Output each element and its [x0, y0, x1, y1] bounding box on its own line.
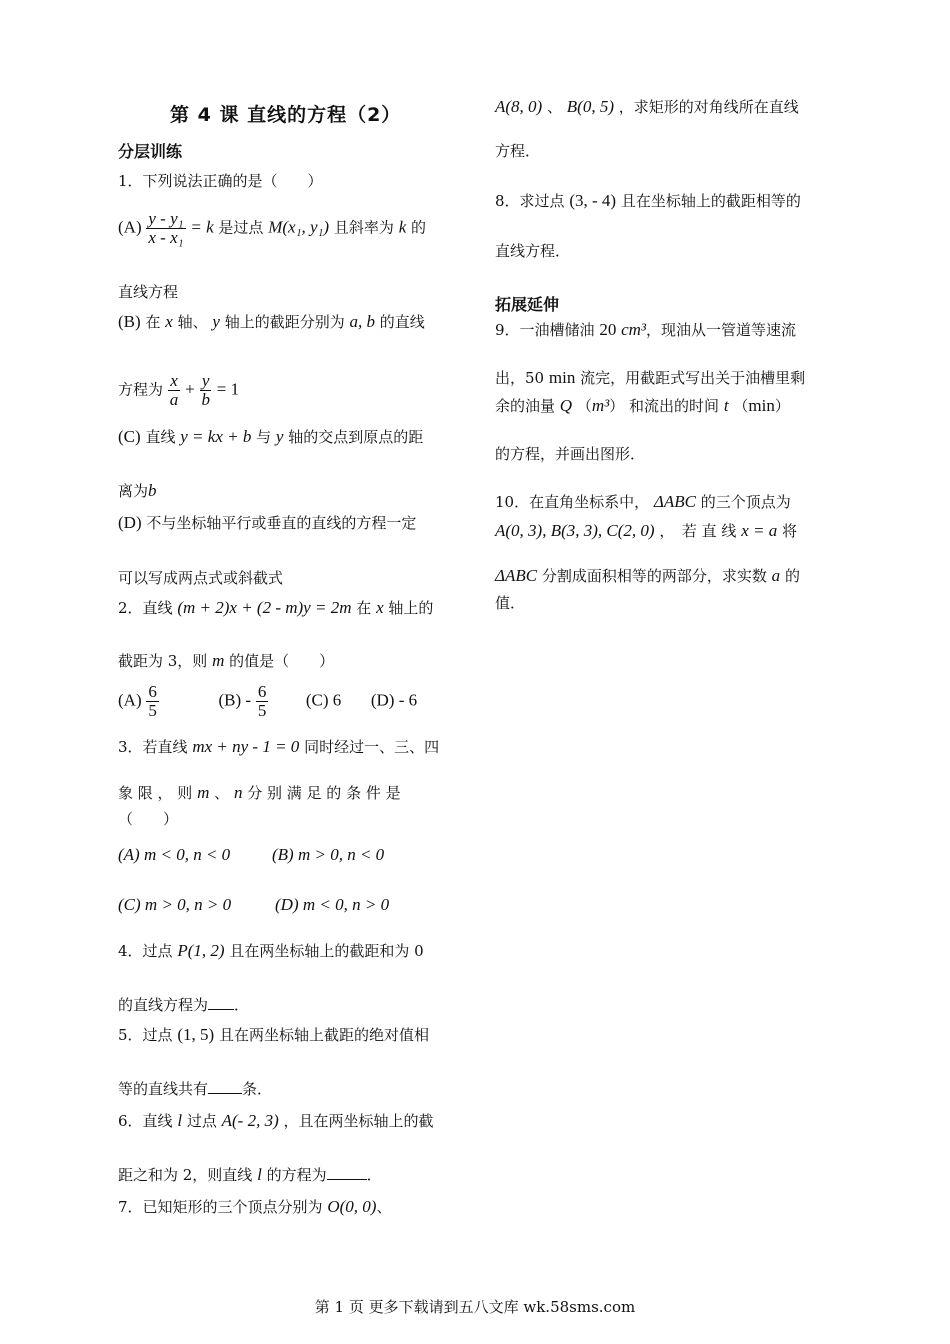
section-heading-training: 分层训练: [118, 142, 183, 161]
option-d-continued: 可以写成两点式或斜截式: [118, 569, 284, 587]
page-title: 第 4 课 直线的方程（2）: [170, 104, 402, 126]
fraction-y-over-b: $\frac{y}{b}$: [201, 371, 210, 409]
question-3-stem: 3．若直线 mx + ny - 1 = 0 同时经过一、三、四: [118, 737, 440, 756]
question-6-stem: 6．直线 l 过点 A(- 2, 3) ，且在两坐标轴上的截: [118, 1111, 434, 1130]
question-3-answer-bracket: （ ）: [118, 810, 179, 828]
question-1-option-b: (B) 在 x 轴、 y 轴上的截距分别为 a, b 的直线: [118, 312, 425, 331]
question-5-stem-continued: 等的直线共有 条．: [118, 1080, 273, 1098]
question-2-stem: 2．直线 (m + 2)x + (2 - m)y = 2m 在 x 轴上的: [118, 598, 434, 617]
answer-blank[interactable]: [327, 1167, 367, 1180]
question-1-option-d: (D) 不与坐标轴平行或垂直的直线的方程一定: [118, 513, 417, 532]
question-5-stem: 5．过点 (1, 5) 且在两坐标轴上截距的绝对值相: [118, 1025, 429, 1044]
question-7-continued: A(8, 0) 、 B(0, 5) ，求矩形的对角线所在直线: [495, 97, 799, 116]
page-footer: 第 1 页 更多下载请到五八文库 wk.58sms.com: [314, 1298, 636, 1316]
question-9-stem: 9．一油槽储油 20 cm³，现油从一管道等速流: [495, 320, 797, 339]
question-2-stem-continued: 截距为 3，则 m 的值是（ ）: [118, 651, 335, 670]
fraction-neg-six-fifths: $\frac{6}{5}$: [257, 682, 267, 720]
fraction-six-fifths: $\frac{6}{5}$: [148, 682, 157, 720]
question-7-stem: 7．已知矩形的三个顶点分别为 O(0, 0)、: [118, 1197, 392, 1216]
question-3-option-b: (B) m > 0, n < 0: [272, 845, 385, 864]
question-10-line-2: A(0, 3), B(3, 3), C(2, 0) ， 若 直 线 x = a 将: [495, 521, 798, 540]
question-4-stem-continued: 的直线方程为 ．: [118, 996, 250, 1014]
option-a-fraction: $\frac{\text{y - y₁}}{\text{x - x₁}}$: [148, 209, 184, 247]
question-1-option-a: (A) $\frac{\text{y - y₁}}{\text{x - x₁}}$ = k 是过点 M(x₁, y₁) 且斜率为 k 的: [118, 209, 427, 247]
question-8-continued: 直线方程．: [495, 242, 571, 260]
question-7-continued-2: 方程．: [495, 142, 541, 160]
question-8-stem: 8．求过点 (3, - 4) 且在坐标轴上的截距相等的: [495, 191, 801, 210]
question-3-option-c: (C) m > 0, n > 0: [118, 895, 232, 914]
section-heading-extension: 拓展延伸: [495, 295, 560, 314]
question-9-line-3: 余的油量 Q （m³） 和流出的时间 t （min）: [495, 396, 790, 415]
question-10-line-4: 值．: [495, 594, 526, 612]
question-6-stem-continued: 距之和为 2，则直线 l 的方程为 ．: [118, 1165, 382, 1184]
question-3-stem-continued: 象 限 ， 则 m 、 n 分 别 满 足 的 条 件 是: [118, 783, 401, 802]
answer-blank[interactable]: [208, 1081, 242, 1094]
question-3-option-a: (A) m < 0, n < 0: [118, 845, 231, 864]
question-1-option-c: (C) 直线 y = kx + b 与 y 轴的交点到原点的距: [118, 427, 424, 446]
question-3-option-d: (D) m < 0, n > 0: [275, 895, 390, 914]
option-b-equation: 方程为 $\frac{x}{a}$ + $\frac{y}{b}$ = 1: [118, 371, 240, 409]
fraction-x-over-a: $\frac{x}{a}$: [169, 371, 179, 409]
option-a-label: (A): [118, 217, 142, 237]
question-10-line-3: ΔABC 分割成面积相等的两部分，求实数 a 的: [495, 566, 800, 585]
question-4-stem: 4．过点 P(1, 2) 且在两坐标轴上的截距和为 0: [118, 941, 424, 960]
option-a-continued: 直线方程: [118, 283, 179, 301]
answer-blank[interactable]: [208, 997, 234, 1010]
question-9-line-4: 的方程，并画出图形．: [495, 445, 646, 463]
question-1-stem: 1．下列说法正确的是（ ）: [118, 172, 323, 190]
question-10-stem: 10．在直角坐标系中， ΔABC 的三个顶点为: [495, 492, 791, 511]
question-2-options: (A) $\frac{6}{5}$ (B) - $\frac{6}{5}$ (C) 6 (D) - 6: [118, 682, 418, 720]
question-9-line-2: 出，50 min 流完，用截距式写出关于油槽里剩: [495, 368, 806, 387]
option-c-continued: 离为b: [118, 481, 157, 500]
